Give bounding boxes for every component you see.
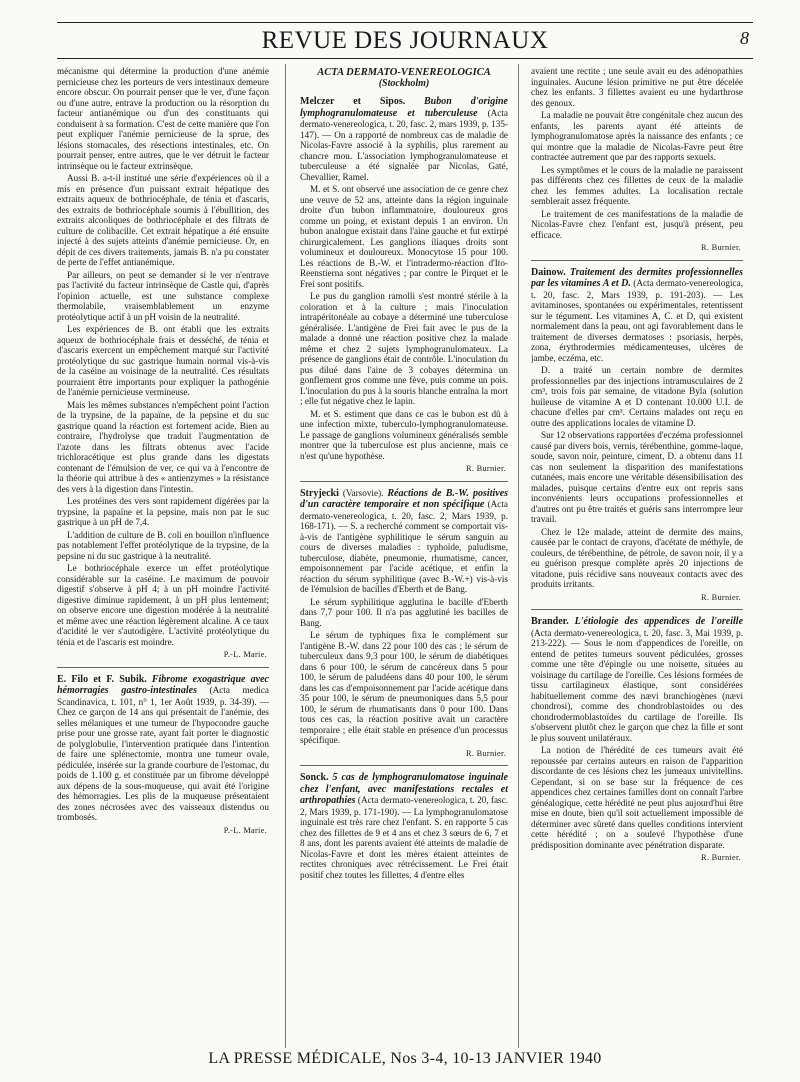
paragraph: Par ailleurs, on peut se demander si le ver n'entrave pas l'activité du facteur intrinsèque de Castle qui, d'après l'opinion actuelle, est une substance complexe thermolabile, vraisemblablement un enzyme protéolytique actif à un pH voisin de la neutralité. — [57, 269, 269, 322]
column-left — [57, 66, 269, 1034]
article-place: (Varsovie). — [342, 487, 384, 498]
article-separator — [300, 765, 508, 766]
paragraph: L'addition de culture de B. coli en bouillon n'influence pas notablement l'effet protéolytique de la trypsine, de la pepsine ni du suc gastrique à la neutralité. — [57, 529, 269, 561]
column-right — [531, 66, 743, 1034]
article-title: 5 cas de lymphogranulomatose inguinale chez l'enfant, avec manifestations rectales et arthropathies — [300, 772, 508, 806]
journal-heading: ACTA DERMATO-VENEREOLOGICA — [317, 67, 491, 78]
paragraph: avaient une rectite ; une seule avait eu des adénopathies inguinales. Aucune lésion primitive ne put être décelée chez les enfants. 3 fillettes avaient eu une hydarthrose des genoux. — [531, 66, 743, 108]
article-title: Traitement des dermites professionnelles par les vitamines A et D. — [531, 266, 743, 289]
paragraph: mécanisme qui détermine la production d'une anémie pernicieuse chez les porteurs de vers intestinaux demeure encore obscur. On pourrait penser que le ver, d'une façon ou d'une autre, entrave la production ou la résorption du facteur antianémique ou d'un des constituants qui conduisent à sa formation. C'est de cette manière que l'on peut expliquer l'anémie pernicieuse de la sprue, des lésions stomacales, des résections intestinales, etc. On pourrait penser, entre autres, que le ver détruit le facteur intrinsèque ou le facteur extrinsèque. — [57, 66, 269, 171]
page-footer: LA PRESSE MÉDICALE, Nos 3-4, 10-13 JANVIER 1940 — [208, 1050, 602, 1067]
signature: R. Burnier. — [701, 853, 741, 862]
article-title: L'étiologie des appendices de l'oreille — [574, 616, 743, 627]
paragraph: Les symptômes et le cours de la maladie ne paraissent pas différents chez ces fillettes de ceux de la maladie chez les femmes adultes. La localisation rectale semblerait assez fréquente. — [531, 164, 743, 206]
article-separator — [531, 260, 743, 261]
signature: R. Burnier. — [701, 243, 741, 252]
article-body: (Acta dermato-venereologica, t. 20, fasc. 2, Mars 1939, p. 168-171). — S. a recherché comment se comportait vis-à-vis de l'antigène syphilitique le sérum sanguin au cours de diverses maladies : typhoïde, paludisme, tuberculose, diabète, pneumonie, rhumatisme, cancer, empoisonnement par l'acide acétique, et enfin la réaction du sérum syphilitique (avec B.-W.+) vis-à-vis de l'émulsion de bacilles d'Eberth et de Bang. — [300, 499, 508, 594]
article-body: (Acta dermato-venereologica, t. 20, fasc. 2, Mars 1939, p. 191-203). — Les avitaminoses, spontanées ou expérimentales, retentissent sur le tégument. Les vitamines A, C. et D, qui existent normalement dans la peau, ont agi favorablement dans le traitement de diverses dermatoses : psoriasis, herpès, zona, érythrodermies médicamenteuses, ulcères de jambe, eczéma, etc. — [531, 278, 743, 363]
article-title: Réactions de B.-W. positives d'un caractère temporaire et non spécifique — [300, 487, 508, 510]
signature: P.-L. Marie. — [223, 825, 267, 835]
paragraph: Le pus du ganglion ramolli s'est montré stérile à la coloration et à la culture ; mais l'inoculation intrapéritonéale au cobaye a déterminé une tuberculose généralisée. L'antigène de Frei fait avec le pus de la malade a donné une réaction positive chez la malade même et chez 2 sujets lymphogranulomateux. La présence de ganglions était de contrôle. L'inoculation du pus dilué dans l'aine de 3 cobayes détermina un gonflement gros comme une fève, puis comme un pois. L'inoculation du pus à la souris blanche entraîna la mort ; elle fut négative chez le lapin. — [300, 291, 508, 406]
paragraph: Le traitement de ces manifestations de la maladie de Nicolas-Favre chez l'enfant est, jusqu'à présent, peu efficace. — [531, 208, 743, 240]
page-header — [57, 18, 753, 60]
paragraph: Les expériences de B. ont établi que les extraits aqueux de bothriocéphale frais et desséché, de ténia et d'ascaris exercent un empêchement marqué sur l'activité protéolytique du suc gastrique humain normal vis-à-vis de la caséine au voisinage de la neutralité. Ces résultats pourraient être importants pour expliquer la pathogénie de l'anémie pernicieuse vermineuse. — [57, 324, 269, 397]
journal-subheading: (Stockholm) — [378, 77, 430, 89]
page-number: 8 — [740, 28, 749, 48]
article-authors: Dainow. — [531, 266, 566, 278]
article-authors: Brander. — [531, 616, 569, 627]
article-authors: Stryjecki — [300, 487, 339, 499]
paragraph: Aussi B. a-t-il institué une série d'expériences où il a mis en présence d'un puissant extrait hépatique des extraits aqueux de bothriocéphale, de ténia et d'ascaris, des extraits de bothriocéphale soumis à l'ébullition, des extraits alcooliques de bothriocéphale et des filtrats de culture de colibacille. Cet extrait hépatique a été ensuite injecté à des sujets atteints d'anémie pernicieuse. Or, en dépit de ces divers traitements, jamais B. n'a pu constater de perte de l'effet antianémique. — [57, 173, 269, 267]
paragraph: D. a traité un certain nombre de dermites professionnelles par des injections intramusculaires de 2 cm³, trois fois par semaine, de vitadone Byla (solution huileuse de vitamine A et D contenant 10.000 U.I. de chacune d'elles par cm³. Certains malades ont reçu en outre des applications locales de vitamine D. — [531, 365, 743, 428]
article-separator — [300, 481, 508, 482]
article-authors: E. Filo et F. Subik. — [57, 673, 147, 685]
article-melczer-sipos — [300, 96, 508, 182]
paragraph: Mais les mêmes substances n'empêchent point l'action de la trypsine, de la papaïne, de la pepsine et du suc gastrique quand la réaction est fortement acide. Bien au contraire, l'hydrolyse que traduit l'augmentation de l'azote dans les filtrats obtenus avec l'acide trichloracétique est plus grande dans les digestats contenant de l'émulsion de ver, ce qui va à l'encontre de la théorie qui attribue à des « antienzymes » la résistance des vers à la digestion dans l'intestin. — [57, 399, 269, 494]
article-body: (Acta dermato-venereologica, t. 20, fasc. 2, Mars 1939, p. 171-190). — La lymphogranulomatose inguinale est très rare chez l'enfant. S. en rapporte 5 cas chez des fillettes de 9 et 4 ans et chez 3 sœurs de 6, 7 et 8 ans, dont les parents avaient été atteints de maladie de Nicolas-Favre et dont les mères étaient atteintes de rectites chroniques avec rétrécissement. Le Frei était positif chez toutes les fillettes. 4 d'entre elles — [300, 795, 508, 880]
article-authors: Sonck. — [300, 772, 329, 783]
article-body: (Acta dermato-venereologica, t. 20, fasc. 3, Mai 1939, p. 213-222). — Sous le nom d'appendices de l'oreille, on entend de petites tumeurs souvent pédiculées, grosses comme une tête d'épingle ou une noisette, situées au voisinage du cartilage de l'oreille. Ces lésions formées de tissu cartilagineux élastique, sont considérées habituellement comme des nævi branchiogènes (nævi chondrosi), comme des chondroblastoïdes ou des chondrodermoblastoïdes du cartilage de l'oreille. Ils s'observent plutôt chez le garçon que chez la fille et sont le plus souvent unilatéraux. — [531, 627, 743, 743]
paragraph: M. et S. estiment que dans ce cas le bubon est dû à une infection mixte, tuberculo-lymphogranulomateuse. Le passage de ganglions volumineux généralisés semble montrer que la tuberculose est plus ancienne, mais ce n'est qu'une hypothèse. — [300, 408, 508, 461]
paragraph: Les protéines des vers sont rapidement digérées par la trypsine, la papaïne et la pepsine, mais non par le suc gastrique à un pH de 7,4. — [57, 496, 269, 527]
journal-section-title: REVUE DES JOURNAUX — [261, 27, 549, 54]
article-brander — [531, 616, 743, 743]
paragraph: Le bothriocéphale exerce un effet protéolytique considérable sur la caséine. Le maximum de pouvoir digestif s'observe à pH 4; à un pH moindre l'activité digestive diminue rapidement, à un pH plus lentement; on observe encore une digestion modérée à la neutralité et même avec une réaction légèrement alcaline. A ce taux d'acidité le ver s'autodigère. L'activité protéolytique du ténia et de l'ascaris est moindre. — [57, 563, 269, 647]
signature: R. Burnier. — [701, 592, 741, 602]
article-separator — [531, 609, 743, 610]
paragraph: Le sérum syphilitique agglutina le bacille d'Eberth dans 7,7 pour 100. Il n'a pas agglutiné les bacilles de Bang. — [300, 596, 508, 628]
header-rule-bottom — [57, 58, 753, 59]
column-divider-2 — [518, 64, 519, 1048]
article-body: (Acta medica Scandinavica, t. 101, n° 1, 1er Août 1939, p. 34-39). — Chez ce garçon de 14 ans qui présentait de l'anémie, des selles mélaniques et une tumeur de l'hypocondre gauche prise pour une grosse rate, ayant fait porter le diagnostic de polyglobulie, l'intervention pratiquée dans l'intention de faire une splénectomie, montra une tumeur ovale, pédiculée, insérée sur la grande courbure de l'estomac, du poids de 1.100 g. et constituée par un fibrome développé aux dépens de la sous-muqueuse, qui avait été l'origine des hémorragies. Les plis de la muqueuse présentaient des zones nécrosées avec des vaisseaux distendus ou trombosés. — [57, 685, 269, 822]
article-sonck — [300, 772, 508, 880]
signature: P.-L. Marie. — [223, 650, 267, 659]
article-title: Bubon d'origine lymphogranulomateuse et tuberculeuse — [300, 96, 508, 119]
article-authors: Melczer et Sipos. — [300, 96, 406, 107]
paragraph: Chez le 12e malade, atteint de dermite des mains, causée par le contact de crayons, d'acétate de méthyle, de couleurs, de térébenthine, de pétrole, de savon noir, il y a eu guérison presque complète après 20 injections de vitadone, puis récidive sans nouveaux contacts avec des produits irritants. — [531, 526, 743, 589]
paragraph: Le sérum de typhiques fixa le complément sur l'antigène B.-W. dans 22 pour 100 des cas ; le sérum de tuberculeux dans 9,3 pour 100, le sérum de diabétiques dans 6 pour 100, le sérum de cancéreux dans 5 pour 100, le sérum de paludéens dans 40 pour 100, le sérum dans les cas d'empoisonnement par l'acide acétique dans 35 pour 100, le sérum de pneumoniques dans 5,5 pour 100, le sérum de rhumatisants dans 0 pour 100. Dans tous ces cas, la réaction positive avait un caractère temporaire ; elle était stable en présence d'un processus spécifique. — [300, 630, 508, 745]
article-title: Fibrome exogastrique avec hémorragies gastro-intestinales — [57, 673, 269, 696]
column-middle — [300, 66, 508, 1034]
paragraph: M. et S. ont observé une association de ce genre chez une veuve de 52 ans, atteinte dans la région inguinale droite d'un bubon inflammatoire, douloureux gros comme un poing, et existant depuis 1 an environ. Un bubon analogue existait dans l'aine gauche et fut extirpé chirurgicalement. Les ganglions iliaques droits sont volumineux et douloureux. Monocytose 15 pour 100. Les réactions de B.-W. et l'intradermo-réaction d'Ito-Reenstierna sont négatives ; par contre le Pirquet et le Frei sont positifs. — [300, 184, 508, 289]
article-dainow — [531, 267, 743, 364]
paragraph: La notion de l'hérédité de ces tumeurs avait été repoussée par certains auteurs en raison de l'apparition discordante de ces lésions chez les jumeaux univitellins. Cependant, si on se base sur la fréquence de ces appendices chez certaines familles dont on connaît l'arbre généalogique, cette hérédité ne peut plus aujourd'hui être mise en doute, bien qu'il soit actuellement impossible de déterminer avec sûreté dans quelles conditions intervient cette hérédité ; on a soulevé l'hypothèse d'une prédisposition dominante avec pénétration disparate. — [531, 745, 743, 850]
signature: R. Burnier. — [466, 748, 506, 758]
paragraph: Sur 12 observations rapportées d'eczéma professionnel causé par divers bois, vernis, térébenthine, gomme-laque, soude, savon noir, peinture, ciment, D. a obtenu dans 11 cas non seulement la disparition des manifestations cutanées, mais encore une véritable désensibilisation des malades, puisque certains d'entre eux ont repris sans inconvénients leurs occupations professionnelles et d'autres ont pu être traités et guéris sans interrompre leur travail. — [531, 430, 743, 524]
paragraph: La maladie ne pouvait être congénitale chez aucun des enfants, les parents ayant été atteints de lymphogranulomatose après la naissance des enfants ; ce qui montre que la maladie de Nicolas-Favre peut être contractée autrement que par des rapports sexuels. — [531, 110, 743, 162]
article-filo-subik — [57, 674, 269, 823]
column-divider-1 — [285, 64, 286, 1048]
article-body: (Acta dermato-venereologica, t. 20, fasc. 2, mars 1939, p. 135-147). — On a rapporté de nombreux cas de maladie de Nicolas-Favre associé à la syphilis, plus rarement au chancre mou. L'association lymphogranulomateuse et tuberculeuse a été signalée par Nicolas, Gaté, Chevallier, Ramel. — [300, 107, 508, 182]
header-rule-top — [57, 22, 753, 23]
signature: R. Burnier. — [466, 464, 506, 473]
article-separator — [57, 667, 269, 668]
article-stryjecki — [300, 488, 508, 595]
